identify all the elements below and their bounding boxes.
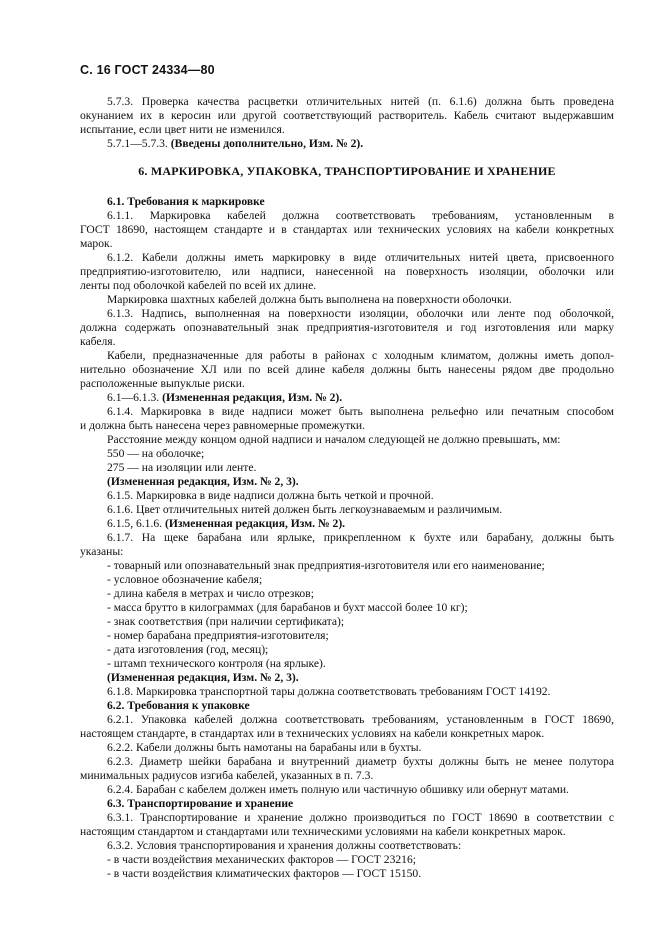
text-line: окунанием их в керосин или другой соответствующий растворитель. Кабель считают выдержавшим <box>80 109 614 122</box>
list-item: - в части воздействия климатических факторов — ГОСТ 15150. <box>107 867 422 880</box>
list-item: - товарный или опознавательный знак предприятия-изготовителя или его наименование; <box>107 559 545 572</box>
text-line <box>107 137 614 151</box>
text-line: 6.3.1. Транспортирование и хранение должно производиться по ГОСТ 18690 в соответствии с <box>107 811 614 824</box>
text-line: 6.1.1. Маркировка кабелей должна соответствовать требованиям, установленным в <box>107 209 614 222</box>
text-line: предприятию-изготовителю, или надписи, нанесенной на поверхность изоляции, оболочки или <box>80 265 614 278</box>
text-span: 6.1.5, 6.1.6. <box>107 517 163 530</box>
amendment-note: (Измененная редакция, Изм. № 2). <box>162 391 343 404</box>
text-line: 6.1.5. Маркировка в виде надписи должна быть четкой и прочной. <box>107 489 434 502</box>
list-item: - длина кабеля в метрах и число отрезков; <box>107 587 314 600</box>
text-line: марок. <box>80 237 113 250</box>
text-line: ГОСТ 18690, настоящем стандарте и в стандартах или технических условиях на кабели конкретных <box>80 223 614 236</box>
text-line: расположенные выпуклые риски. <box>80 377 245 390</box>
text-line: указаны: <box>80 545 124 558</box>
list-item: - условное обозначение кабеля; <box>107 573 263 586</box>
list-item: - масса брутто в килограммах (для барабанов и бухт массой более 10 кг); <box>107 601 468 614</box>
text-line: минимальных радиусов изгиба кабелей, указанных в п. 7.3. <box>80 769 374 782</box>
text-line: и должна быть нанесена через равномерные промежутки. <box>80 419 366 432</box>
text-line <box>107 517 614 531</box>
amendment-note: (Введены дополнительно, Изм. № 2). <box>170 137 364 150</box>
text-line: кабеля. <box>80 335 116 348</box>
text-line: Расстояние между концом одной надписи и началом следующей не должно превышать, мм: <box>107 433 561 446</box>
text-line: 275 — на изоляции или ленте. <box>107 461 257 474</box>
list-item: - в части воздействия механических факторов — ГОСТ 23216; <box>107 853 416 866</box>
list-item: - знак соответствия (при наличии сертификата); <box>107 615 345 628</box>
text-span: 5.7.1—5.7.3. <box>107 137 168 150</box>
subsection-heading: 6.3. Транспортирование и хранение <box>107 797 294 810</box>
subsection-heading: 6.2. Требования к упаковке <box>107 699 250 712</box>
text-line: Кабели, предназначенные для работы в районах с холодным климатом, должны иметь допол- <box>107 349 614 362</box>
text-line: испытание, если цвет нити не изменился. <box>80 123 285 136</box>
text-span: 6.1—6.1.3. <box>107 391 160 404</box>
text-line: 6.1.4. Маркировка в виде надписи может быть выполнена рельефно или печатным способом <box>107 405 614 418</box>
text-line: должна содержать опознавательный знак предприятия-изготовителя и год изготовления или марку <box>80 321 614 334</box>
text-line: 6.3.2. Условия транспортирования и хранения должны соответствовать: <box>107 839 462 852</box>
list-item: - дата изготовления (год, месяц); <box>107 643 269 656</box>
text-line: 6.1.7. На щеке барабана или ярлыке, прикрепленном к бухте или барабану, должны быть <box>107 531 614 544</box>
text-line: 6.2.4. Барабан с кабелем должен иметь полную или частичную обшивку или обернут матами. <box>107 783 569 796</box>
text-line: 6.1.8. Маркировка транспортной тары должна соответствовать требованиям ГОСТ 14192. <box>107 685 551 698</box>
list-item: - штамп технического контроля (на ярлыке). <box>107 657 326 670</box>
subsection-heading: 6.1. Требования к маркировке <box>107 195 265 208</box>
text-line <box>107 391 614 405</box>
text-line: настоящем стандарте, в стандартах или в технических условиях на кабели конкретных марок. <box>80 727 545 740</box>
text-line: 6.2.2. Кабели должны быть намотаны на барабаны или в бухты. <box>107 741 422 754</box>
text-line: ленты под оболочкой кабелей по всей их длине. <box>80 279 317 292</box>
text-line: 550 — на оболочке; <box>107 447 205 460</box>
text-line: 6.2.3. Диаметр шейки барабана и внутренний диаметр бухты должны быть не менее полутора <box>107 755 614 768</box>
text-line: нительно обозначение ХЛ или по всей длине кабеля должны быть нанесены рядом две продольно <box>80 363 614 376</box>
amendment-note: (Измененная редакция, Изм. № 2, 3). <box>107 475 299 488</box>
text-line: 5.7.3. Проверка качества расцветки отличительных нитей (п. 6.1.6) должна быть проведена <box>107 95 614 108</box>
text-line: Маркировка шахтных кабелей должна быть выполнена на поверхности оболочки. <box>107 293 512 306</box>
page-header: С. 16 ГОСТ 24334—80 <box>80 63 215 77</box>
text-line: 6.1.3. Надпись, выполненная на поверхности изоляции, оболочки или ленте под оболочкой, <box>107 307 614 320</box>
section-title: 6. МАРКИРОВКА, УПАКОВКА, ТРАНСПОРТИРОВАНИЕ И ХРАНЕНИЕ <box>138 164 556 178</box>
amendment-note: (Измененная редакция, Изм. № 2, 3). <box>107 671 299 684</box>
amendment-note: (Измененная редакция, Изм. № 2). <box>164 517 346 530</box>
text-line: 6.1.6. Цвет отличительных нитей должен быть легкоузнаваемым и различимым. <box>107 503 503 516</box>
text-line: 6.2.1. Упаковка кабелей должна соответствовать требованиям, установленным в ГОСТ 18690, <box>107 713 614 726</box>
text-line: 6.1.2. Кабели должны иметь маркировку в виде отличительных нитей цвета, присвоенного <box>107 251 614 264</box>
list-item: - номер барабана предприятия-изготовителя; <box>107 629 329 642</box>
text-line: настоящим стандартом и стандартами или техническими условиями на кабели конкретных марок. <box>80 825 566 838</box>
